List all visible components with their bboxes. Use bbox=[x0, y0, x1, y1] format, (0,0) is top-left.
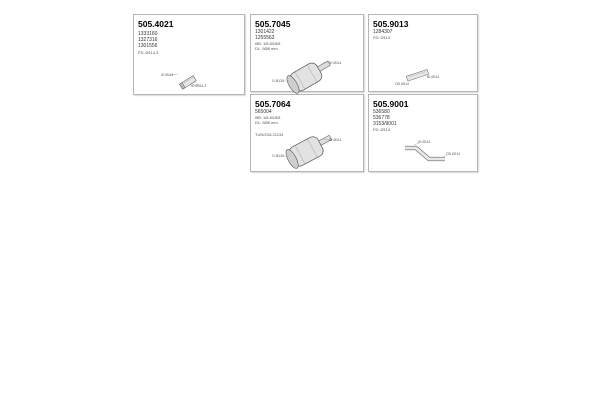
part-reference: 1255563 bbox=[255, 35, 275, 41]
pipe-drawing bbox=[134, 15, 246, 96]
label-inner-diameter: ID Ø114 bbox=[329, 61, 342, 65]
part-dimension-note: FD: Ø114 bbox=[373, 35, 391, 40]
label-inner-diameter: ID Ø114 bbox=[161, 73, 174, 77]
part-reference: 565004 bbox=[255, 109, 272, 115]
part-card-505-7045 bbox=[250, 14, 364, 92]
part-code: 505.7045 bbox=[255, 19, 291, 29]
label-body-diameter: G Ø130 bbox=[272, 154, 284, 158]
part-card-505-9013 bbox=[368, 14, 478, 92]
muffler-drawing bbox=[251, 95, 365, 173]
part-dimension-note: FD: Ø114,3 bbox=[138, 50, 159, 55]
part-reference: 1284307 bbox=[373, 29, 393, 35]
label-outer-diameter: OD Ø114 bbox=[395, 82, 410, 86]
part-code: 505.7064 bbox=[255, 99, 291, 109]
part-dimension-note: DL: 5Ø8 mm bbox=[255, 46, 278, 51]
part-card-505-4021 bbox=[133, 14, 245, 95]
pipe-drawing bbox=[369, 15, 479, 93]
part-card-505-7064 bbox=[250, 94, 364, 172]
tailpipe-drawing bbox=[369, 95, 479, 173]
label-inner-diameter: ID Ø114 bbox=[427, 75, 440, 79]
part-dimension-note: FD: Ø114 bbox=[373, 127, 391, 132]
part-reference: 1327316 bbox=[138, 37, 158, 43]
part-reference: 536778 bbox=[373, 115, 390, 121]
part-dimension-note: ØB: 1Ø-Ø18Ø bbox=[255, 115, 281, 120]
label-inner-diameter: ID Ø114 bbox=[329, 138, 342, 142]
label-outer-diameter: OD Ø114 bbox=[446, 152, 461, 156]
part-card-505-9001 bbox=[368, 94, 478, 172]
label-inner-diameter: ID Ø114 bbox=[418, 140, 431, 144]
part-code: 505.9013 bbox=[373, 19, 409, 29]
part-code: 505.4021 bbox=[138, 19, 174, 29]
part-reference: 1333160 bbox=[138, 31, 158, 37]
part-code: 505.9001 bbox=[373, 99, 409, 109]
part-reference: 3153/9001 bbox=[373, 121, 397, 127]
part-extra-reference: TUNGSA 21134 bbox=[255, 132, 284, 137]
label-body-diameter: G Ø130 bbox=[272, 79, 284, 83]
part-reference: 536580 bbox=[373, 109, 390, 115]
part-reference: 1301422 bbox=[255, 29, 275, 35]
part-dimension-note: DL: 5Ø8 mm bbox=[255, 120, 278, 125]
label-inner-diameter: ID Ø114,3 bbox=[191, 84, 207, 88]
part-dimension-note: ØB: 1Ø-Ø18Ø bbox=[255, 41, 281, 46]
muffler-drawing bbox=[251, 15, 365, 93]
part-reference: 1301556 bbox=[138, 43, 158, 49]
